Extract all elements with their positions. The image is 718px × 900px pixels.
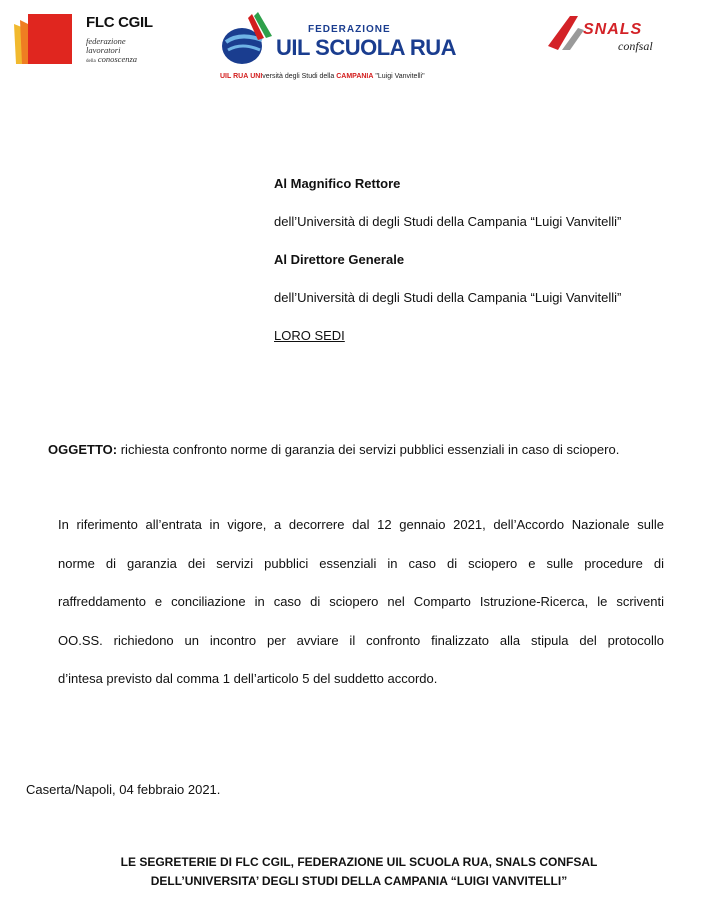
subject-line (48, 442, 619, 457)
flc-cgil-logo-mark-icon (14, 14, 72, 64)
uil-subtitle: UIL RUA UNIversità degli Studi della CAMPANIA "Luigi Vanvitelli" (220, 73, 425, 80)
addressee-director: Al Direttore Generale (274, 252, 405, 267)
addressee-rector: Al Magnifico Rettore (274, 176, 401, 191)
body-line: OO.SS. richiedono un incontro per avviare il confronto finalizzato alla stipula del protocollo (58, 632, 664, 648)
flc-cgil-logo (14, 14, 153, 69)
date-place: Caserta/Napoli, 04 febbraio 2021. (26, 782, 221, 797)
uil-scuola-rua-logo (218, 10, 456, 90)
subject-text: richiesta confronto norme di garanzia dei servizi pubblici essenziali in caso di sciopero. (117, 442, 620, 457)
flc-cgil-tagline-3: della conoscenza (86, 54, 138, 64)
body-paragraph (58, 506, 664, 699)
body-line: In riferimento all’entrata in vigore, a decorrere dal 12 gennaio 2021, dell’Accordo Nazionale sulle (58, 517, 664, 532)
uil-federazione-label: FEDERAZIONE (308, 24, 391, 35)
snals-confsal-logo (548, 16, 668, 61)
snals-name: SNALS (583, 21, 643, 38)
snals-logo-mark-icon (548, 16, 584, 50)
uil-scuola-rua-name: UIL SCUOLA RUA (276, 35, 456, 60)
flc-cgil-name: FLC CGIL (86, 14, 153, 31)
body-line: raffreddamento e conciliazione in caso di sciopero nel Comparto Istruzione-Ricerca, le scriventi (58, 594, 664, 609)
body-line: norme di garanzia dei servizi pubblici essenziali in caso di sciopero e sulle procedure di (58, 555, 664, 571)
addressee-university-2: dell’Università di degli Studi della Campania “Luigi Vanvitelli” (274, 290, 622, 305)
signature-line-2: DELL’UNIVERSITA’ DEGLI STUDI DELLA CAMPANIA “LUIGI VANVITELLI” (150, 874, 568, 888)
flc-cgil-tagline-1: federazione (86, 36, 126, 46)
flc-cgil-tagline-2: lavoratori (86, 45, 121, 55)
addressee-university-1: dell’Università di degli Studi della Campania “Luigi Vanvitelli” (274, 214, 622, 229)
snals-confsal-label: confsal (618, 39, 653, 53)
addressee-loro-sedi: LORO SEDI (274, 328, 345, 343)
signature-line-1: LE SEGRETERIE DI FLC CGIL, FEDERAZIONE UIL SCUOLA RUA, SNALS CONFSAL (120, 855, 598, 869)
subject-label: OGGETTO: (48, 442, 118, 457)
uil-globe-icon (218, 10, 278, 68)
body-line: d’intesa previsto dal comma 1 dell’articolo 5 del suddetto accordo. (58, 671, 438, 686)
